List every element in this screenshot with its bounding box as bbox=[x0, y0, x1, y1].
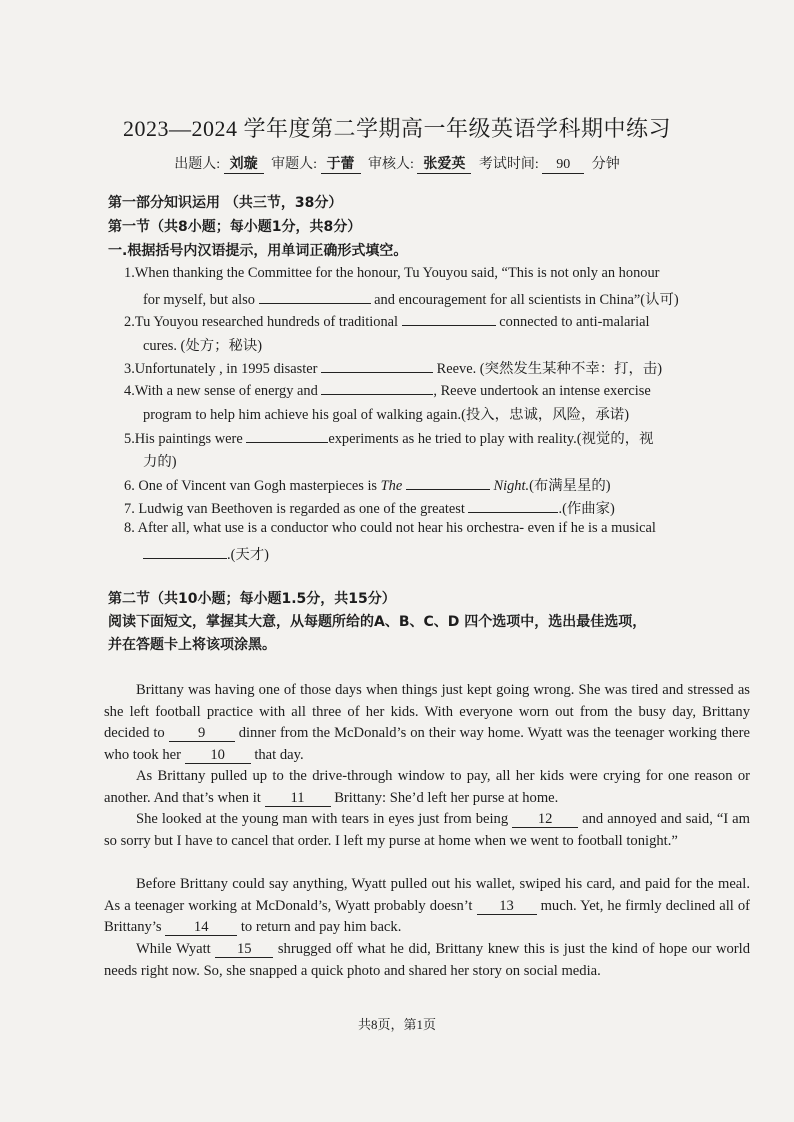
checker-name: 张爱英 bbox=[417, 153, 471, 174]
checker-label: 审核人: bbox=[368, 157, 414, 172]
question-1-line-2: for myself, but also and encouragement for all scientists in China”(认可) bbox=[143, 288, 679, 309]
answer-blank-6[interactable] bbox=[406, 475, 490, 490]
page-footer: 共8页，第1页 bbox=[357, 1017, 436, 1032]
question-4-line-2: program to help him achieve his goal of walking again.(投入，忠诚，风险，承诺) bbox=[143, 407, 629, 423]
setter-name: 刘璇 bbox=[224, 153, 264, 174]
cloze-blank-11[interactable]: 11 bbox=[265, 791, 331, 807]
cloze-blank-15[interactable]: 15 bbox=[215, 942, 273, 958]
section1-instruction: 一.根据括号内汉语提示，用单词正确形式填空。 bbox=[108, 243, 408, 259]
question-8-line-1: 8. After all, what use is a conductor who could not hear his orchestra- even if he is a musical bbox=[124, 520, 656, 536]
question-2-line-2: cures. (处方；秘诀) bbox=[143, 338, 263, 354]
section2-instruction-1: 阅读下面短文，掌握其大意，从每题所给的A、B、C、D 四个选项中，选出最佳选项， bbox=[108, 614, 647, 630]
exam-meta bbox=[0, 153, 794, 174]
time-unit: 分钟 bbox=[591, 157, 620, 172]
passage-paragraph-4: Before Brittany could say anything, Wyatt pulled out his wallet, swiped his card, and paid for the meal. As a teenager working at McDonald’s, Wyatt probably doesn’t 13 much. Yet, he firmly declined all of Brittany’s 14 to return and pay him back. bbox=[104, 876, 750, 935]
answer-blank-5[interactable] bbox=[246, 428, 328, 443]
passage-paragraph-2: As Brittany pulled up to the drive-through window to pay, all her kids were crying for one reason or another. And that’s when it 11 Brittany: She’d left her purse at home. bbox=[104, 768, 750, 806]
answer-blank-7[interactable] bbox=[468, 498, 558, 513]
question-7: 7. Ludwig van Beethoven is regarded as one of the greatest .(作曲家) bbox=[124, 497, 615, 518]
passage-paragraph-1: Brittany was having one of those days when things just kept going wrong. She was tired and stressed as she left football practice with all three of her kids. With everyone worn out from the busy day, Brittany decided to 9 dinner from the McDonald’s on their way home. Wyatt was the teenager working there who took her 10 that day. bbox=[104, 682, 750, 763]
reviewer-label: 审题人: bbox=[271, 157, 317, 172]
section2-heading: 第二节（共10小题；每小题1.5分，共15分） bbox=[108, 591, 396, 607]
page-title: 2023—2024 学年度第二学期高一年级英语学科期中练习 bbox=[122, 116, 671, 141]
answer-blank-2[interactable] bbox=[402, 311, 496, 326]
question-2-line-1: 2.Tu Youyou researched hundreds of traditional connected to anti-malarial bbox=[124, 311, 650, 331]
answer-blank-4[interactable] bbox=[321, 380, 433, 395]
cloze-blank-9[interactable]: 9 bbox=[169, 726, 235, 742]
question-8-line-2: .(天才) bbox=[143, 543, 269, 564]
question-5-line-1: 5.His paintings were experiments as he tried to play with reality.(视觉的，视 bbox=[124, 427, 654, 448]
question-1-line-1: 1.When thanking the Committee for the honour, Tu Youyou said, “This is not only an honour bbox=[124, 265, 660, 281]
cloze-blank-12[interactable]: 12 bbox=[512, 812, 578, 828]
time-label: 考试时间: bbox=[478, 157, 539, 172]
passage-paragraph-5: While Wyatt 15 shrugged off what he did, Brittany knew this is just the kind of hope our world needs right now. So, she snapped a quick photo and shared her story on social media. bbox=[104, 941, 750, 979]
question-4-line-1: 4.With a new sense of energy and , Reeve undertook an intense exercise bbox=[124, 380, 651, 400]
cloze-blank-14[interactable]: 14 bbox=[165, 920, 237, 936]
cloze-blank-13[interactable]: 13 bbox=[477, 899, 537, 915]
cloze-blank-10[interactable]: 10 bbox=[185, 748, 251, 764]
answer-blank-3[interactable] bbox=[321, 358, 433, 373]
section1-heading: 第一节（共8小题；每小题1分，共8分） bbox=[108, 219, 362, 235]
passage-paragraph-3: She looked at the young man with tears in eyes just from being 12 and annoyed and said, “I am so sorry but I have to cancel that order. I left my purse at home when we went to football tonight.” bbox=[104, 811, 751, 849]
setter-label: 出题人: bbox=[174, 157, 221, 172]
question-6: 6. One of Vincent van Gogh masterpieces is The Night.(布满星星的) bbox=[124, 474, 611, 495]
section2-instruction-2: 并在答题卡上将该项涂黑。 bbox=[108, 637, 276, 653]
answer-blank-8[interactable] bbox=[143, 544, 227, 559]
answer-blank-1[interactable] bbox=[259, 289, 371, 304]
part1-heading: 第一部分知识运用 （共三节，38分） bbox=[108, 195, 343, 211]
question-5-line-2: 力的) bbox=[143, 454, 177, 470]
question-3: 3.Unfortunately , in 1995 disaster Reeve. (突然发生某种不幸：打，击) bbox=[124, 357, 662, 378]
exam-time: 90 bbox=[542, 157, 584, 174]
reviewer-name: 于蕾 bbox=[321, 153, 361, 174]
